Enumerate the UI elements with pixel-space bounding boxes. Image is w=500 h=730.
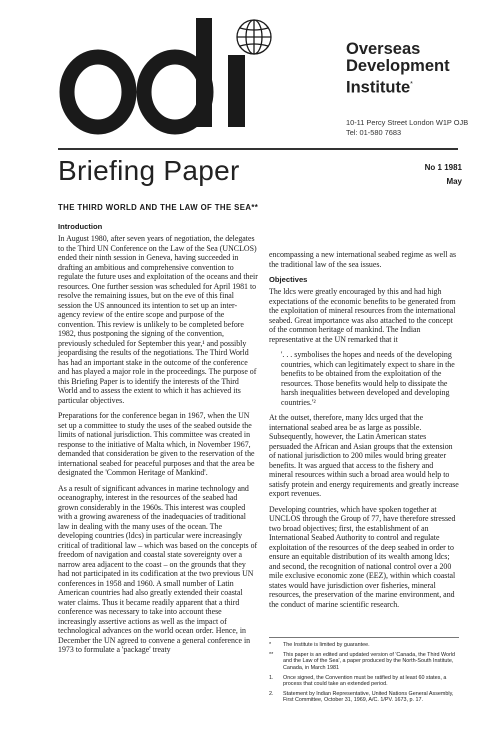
- footnote: ** This paper is an edited and updated version of 'Canada, the Third World and the Law of the Sea', a paper produced by the North-South Institute, Canada, in March 1981: [269, 652, 455, 671]
- org-name-line3: Institute*: [346, 78, 413, 97]
- issue-number: No 1 1981: [424, 163, 462, 172]
- globe-icon: [237, 20, 271, 54]
- paragraph: Preparations for the conference began in 1967, when the UN set up a committee to study the uses of the seabed outside the limits of national jurisdiction. This committee was created in response to the initiative of Malta which, in November 1967, demanded that consideration be given to the reservation of the international seabed for peaceful purposes and that the area be designated the 'Common Heritage of Mankind'.: [58, 411, 255, 477]
- article-heading: THE THIRD WORLD AND THE LAW OF THE SEA**: [58, 203, 259, 212]
- telephone: Tel: 01-580 7683: [346, 128, 402, 137]
- org-name-line2: Development: [346, 57, 450, 75]
- address: 10-11 Percy Street London W1P OJB: [346, 118, 469, 127]
- footnote: 1. Once signed, the Convention must be ratified by at least 60 states, a process that could take an extended period.: [269, 674, 447, 688]
- header-rule: [58, 148, 458, 150]
- paragraph: encompassing a new international seabed regime as well as the traditional law of the sea issues.: [269, 250, 457, 269]
- section-heading-introduction: Introduction: [58, 222, 103, 231]
- footnote: 2. Statement by Indian Representative, United Nations General Assembly, First Committee, October 31, 1969, A/C. 1/PV. 1673, p. 17.: [269, 691, 454, 704]
- paragraph: The ldcs were greatly encouraged by this and had high expectations of the economic benefits to be generated from the exploitation of mineral resources from the international seabed. Great importance was also attached to the concept of the common heritage of mankind. The Indian representative at the UN remarked that it: [269, 287, 456, 344]
- org-name-line1: Overseas: [346, 40, 421, 58]
- right-column: [269, 250, 459, 615]
- left-column: [58, 222, 258, 661]
- block-quote: '. . . symbolises the hopes and needs of the developing countries, which can legitimately expect to share in the benefits to be obtained from the exploitation of the resources. Those benefits would help to dissipate the harsh inequalities between developed and developing countries.'²: [281, 350, 455, 407]
- odi-logo: [58, 15, 283, 140]
- footnotes: [269, 642, 461, 708]
- paragraph: At the outset, therefore, many ldcs urged that the international seabed area be as large as possible. Subsequently, however, the Latin American states persuaded the African and Asian groups that the extension of national jurisdiction to 200 miles would bring greater benefits. It was argued that access to the fishery and mineral resources within such a broad area would help to satisfy protein and energy requirements and greatly increase export revenues.: [269, 413, 459, 498]
- paragraph: Developing countries, which have spoken together at UNCLOS through the Group of 77, have therefore stressed two broad objectives; first, the establishment of an International Seabed Authority to control and regulate exploitation of the resources of the deep seabed in order to ensure an equitable distribution of its wealth among ldcs; and second, the recognition of national control over a 200 mile exclusive economic zone (EEZ), within which coastal states would have jurisdiction over fisheries, mineral resources, the preservation of the marine environment, and the conduct of marine scientific research.: [269, 504, 456, 609]
- issue-month: May: [446, 177, 462, 186]
- paragraph: As a result of significant advances in marine technology and oceanography, interest in the resources of the seabed had grown considerably in the 1960s. This interest was coupled with a growing awareness of the inadequacies of traditional law in dealing with the many uses of the ocean. The developing countries (ldcs) in particular were increasingly critical of traditional law – which was based on the concepts of freedom of navigation and coastal state sovereignty over a narrow area adjacent to the coast – on the grounds that they had not participated in its codification at the two previous UN conferences in 1958 and 1960. A small number of Latin American countries had also greatly extended their coastal water claims. Thus it became readily apparent that a third conference was necessary to take into account these increasingly assertive actions as well as the impact of technological advances on the world ocean order. Hence, in December the UN agreed to convene a general conference in 1973 to formulate a 'package' treaty: [58, 483, 258, 654]
- paragraph: In August 1980, after seven years of negotiation, the delegates to the Third UN Conference on the Law of the Sea (UNCLOS) ended their ninth session in Geneva, having succeeded in drafting an ambitious and comprehensive convention to regulate the future uses and exploitation of the oceans and their resources. One further session was scheduled for April 1981 to resolve the remaining issues, but on the eve of this final session the US announced its intention to set up an inter-agency review of the entire scope and purpose of the convention. This review is unlikely to be completed before 1982, thus postponing the signing of the convention, previously scheduled for September this year,¹ and possibly jeopardising the results of the negotiations. The Third World has had an important stake in the outcome of the conference and has played a major role in the proceedings. The purpose of this Briefing Paper is to identify the interests of the Third World and to assess the extent to which it has achieved its particular objectives.: [58, 234, 258, 405]
- page-title: Briefing Paper: [58, 155, 240, 186]
- section-heading-objectives: Objectives: [269, 275, 308, 284]
- footnote: * The Institute is limited by guarantee.: [269, 642, 370, 648]
- footnote-rule: [269, 637, 459, 638]
